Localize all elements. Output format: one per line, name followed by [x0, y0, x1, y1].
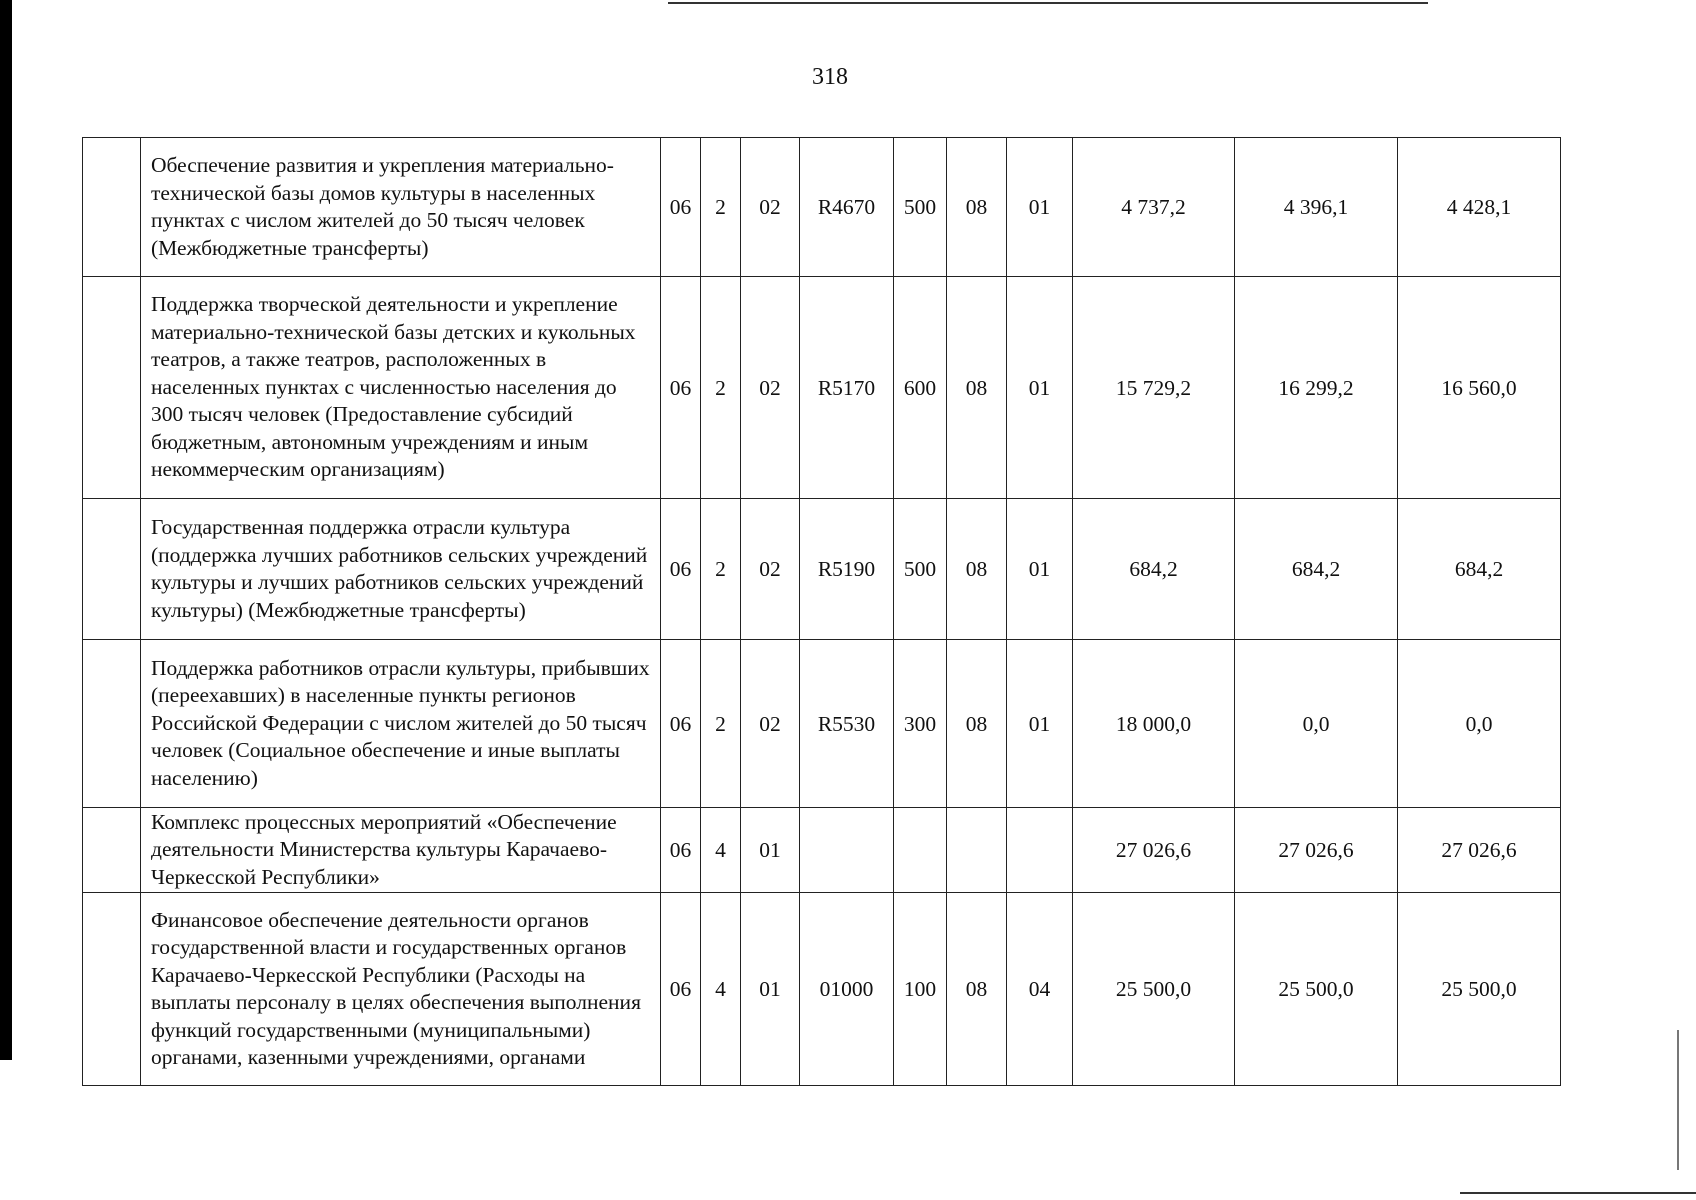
direction-code-cell — [800, 808, 894, 893]
scan-edge-left — [0, 0, 12, 1060]
subsection-cell: 01 — [1007, 640, 1073, 808]
subsection-cell: 01 — [1007, 499, 1073, 640]
table-row — [83, 808, 1561, 893]
structural-element-cell: 01 — [741, 808, 800, 893]
amount-year3-cell: 684,2 — [1398, 499, 1561, 640]
scan-edge-right — [1677, 1030, 1679, 1170]
subsection-cell: 01 — [1007, 138, 1073, 277]
table-row — [83, 893, 1561, 1086]
direction-code-cell: R5190 — [800, 499, 894, 640]
direction-code-cell: 01000 — [800, 893, 894, 1086]
expense-type-cell: 300 — [894, 640, 947, 808]
table-row — [83, 640, 1561, 808]
amount-year1-cell: 27 026,6 — [1073, 808, 1235, 893]
amount-year1-cell: 18 000,0 — [1073, 640, 1235, 808]
table-row — [83, 138, 1561, 277]
page-number: 318 — [812, 64, 848, 90]
subprogram-type-cell: 4 — [701, 893, 741, 1086]
amount-year2-cell: 0,0 — [1235, 640, 1398, 808]
subprogram-type-cell: 2 — [701, 138, 741, 277]
description-cell: Государственная поддержка отрасли культура (поддержка лучших работников сельских учреждений культуры и лучших работников сельских учреждений культуры) (Межбюджетные трансферты) — [141, 499, 661, 640]
direction-code-cell: R4670 — [800, 138, 894, 277]
program-code-cell: 06 — [661, 499, 701, 640]
description-cell: Обеспечение развития и укрепления материально-технической базы домов культуры в населенных пунктах с числом жителей до 50 тысяч человек (Межбюджетные трансферты) — [141, 138, 661, 277]
budget-table — [82, 137, 1561, 1086]
program-code-cell: 06 — [661, 138, 701, 277]
amount-year2-cell: 684,2 — [1235, 499, 1398, 640]
section-cell: 08 — [947, 893, 1007, 1086]
expense-type-cell: 600 — [894, 277, 947, 499]
amount-year3-cell: 25 500,0 — [1398, 893, 1561, 1086]
amount-year3-cell: 0,0 — [1398, 640, 1561, 808]
row-index-cell — [83, 138, 141, 277]
section-cell — [947, 808, 1007, 893]
row-index-cell — [83, 499, 141, 640]
amount-year1-cell: 15 729,2 — [1073, 277, 1235, 499]
subprogram-type-cell: 2 — [701, 277, 741, 499]
subsection-cell: 04 — [1007, 893, 1073, 1086]
expense-type-cell: 100 — [894, 893, 947, 1086]
expense-type-cell: 500 — [894, 138, 947, 277]
amount-year1-cell: 4 737,2 — [1073, 138, 1235, 277]
amount-year1-cell: 25 500,0 — [1073, 893, 1235, 1086]
amount-year3-cell: 27 026,6 — [1398, 808, 1561, 893]
row-index-cell — [83, 640, 141, 808]
row-index-cell — [83, 893, 141, 1086]
amount-year3-cell: 4 428,1 — [1398, 138, 1561, 277]
section-cell: 08 — [947, 277, 1007, 499]
top-rule — [668, 2, 1428, 4]
section-cell: 08 — [947, 138, 1007, 277]
structural-element-cell: 02 — [741, 277, 800, 499]
structural-element-cell: 02 — [741, 499, 800, 640]
description-cell: Комплекс процессных мероприятий «Обеспечение деятельности Министерства культуры Карачаево-Черкесской Республики» — [141, 808, 661, 893]
row-index-cell — [83, 808, 141, 893]
program-code-cell: 06 — [661, 808, 701, 893]
structural-element-cell: 02 — [741, 138, 800, 277]
bottom-rule — [1460, 1192, 1696, 1194]
description-cell: Поддержка работников отрасли культуры, прибывших (переехавших) в населенные пункты регионов Российской Федерации с числом жителей до 50 тысяч человек (Социальное обеспечение и иные выплаты населению) — [141, 640, 661, 808]
expense-type-cell: 500 — [894, 499, 947, 640]
section-cell: 08 — [947, 640, 1007, 808]
subprogram-type-cell: 2 — [701, 499, 741, 640]
subprogram-type-cell: 2 — [701, 640, 741, 808]
table-row — [83, 499, 1561, 640]
amount-year2-cell: 4 396,1 — [1235, 138, 1398, 277]
description-cell: Поддержка творческой деятельности и укрепление материально-технической базы детских и кукольных театров, а также театров, расположенных в населенных пунктах с численностью населения до 300 тысяч человек (Предоставление субсидий бюджетным, автономным учреждениям и иным некоммерческим организациям) — [141, 277, 661, 499]
description-cell: Финансовое обеспечение деятельности органов государственной власти и государственных органов Карачаево-Черкесской Республики (Расходы на выплаты персоналу в целях обеспечения выполнения функций государственными (муниципальными) органами, казенными учреждениями, органами — [141, 893, 661, 1086]
row-index-cell — [83, 277, 141, 499]
program-code-cell: 06 — [661, 277, 701, 499]
section-cell: 08 — [947, 499, 1007, 640]
structural-element-cell: 01 — [741, 893, 800, 1086]
amount-year2-cell: 16 299,2 — [1235, 277, 1398, 499]
program-code-cell: 06 — [661, 893, 701, 1086]
direction-code-cell: R5530 — [800, 640, 894, 808]
program-code-cell: 06 — [661, 640, 701, 808]
amount-year1-cell: 684,2 — [1073, 499, 1235, 640]
subprogram-type-cell: 4 — [701, 808, 741, 893]
structural-element-cell: 02 — [741, 640, 800, 808]
expense-type-cell — [894, 808, 947, 893]
subsection-cell: 01 — [1007, 277, 1073, 499]
amount-year2-cell: 27 026,6 — [1235, 808, 1398, 893]
table-row — [83, 277, 1561, 499]
amount-year3-cell: 16 560,0 — [1398, 277, 1561, 499]
direction-code-cell: R5170 — [800, 277, 894, 499]
amount-year2-cell: 25 500,0 — [1235, 893, 1398, 1086]
subsection-cell — [1007, 808, 1073, 893]
